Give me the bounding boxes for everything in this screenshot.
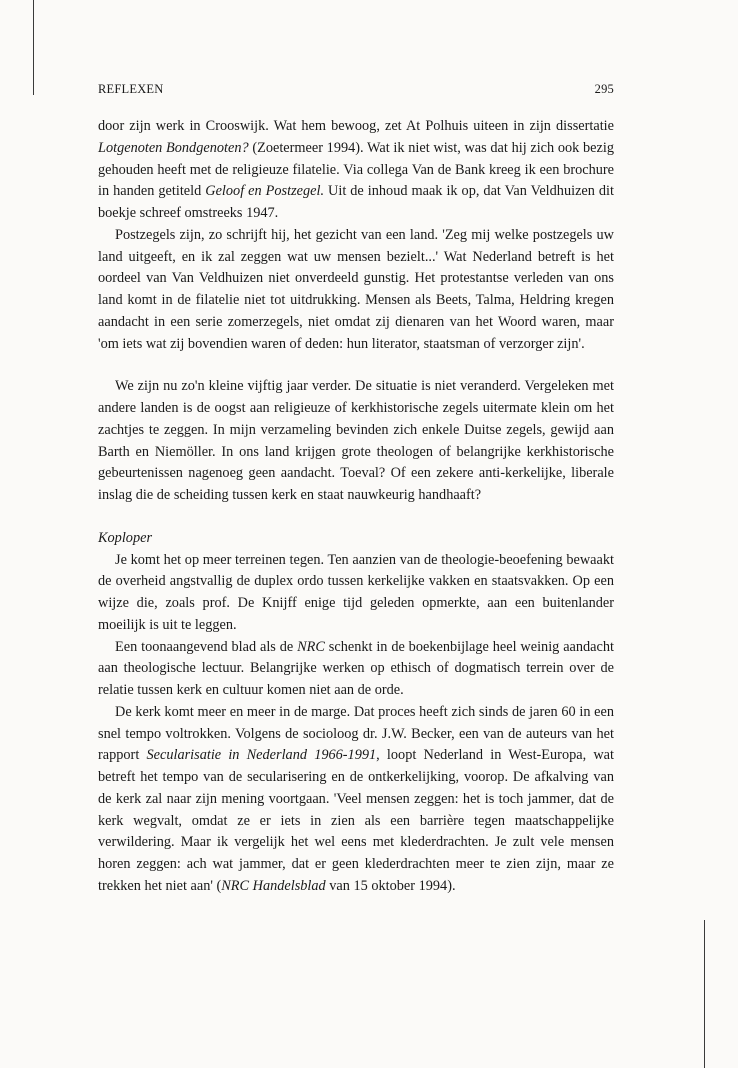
- text-segment: schenkt in de boekenbijlage heel weinig aandacht aan theologische lectuur. Belangrijke werken op ethisch of dogmatisch terrein over de relatie tussen kerk en cultuur komen niet aan de orde.: [98, 638, 614, 698]
- text-segment: , loopt Nederland in West-Europa, wat betreft het tempo van de secularisering en de ontkerkelijking, voorop. De afkalving van de kerk zal naar zijn mening voortgaan. 'Veel mensen zeggen: het is toch jammer, dat de kerk wegvalt, omdat ze er iets in zien als een barrière tegen maatschappelijke verwildering. Maar ik vergelijk het wel eens met klederdrachten. Je zult vele mensen horen zeggen: ach wat jammer, dat er geen klederdrachten meer te zien zijn, maar ze trekken het niet aan' (: [98, 747, 615, 894]
- paragraph-continued: [98, 116, 614, 225]
- paragraph-nrc: [98, 637, 614, 702]
- text-segment: Postzegels zijn, zo schrijft hij, het gezicht van een land. 'Zeg mij welke postzegels uw land uitgeeft, en ik zal zeggen wat uw mensen bezielt...' Wat Nederland betreft is het oordeel van Van Veldhuizen niet onverdeeld gunstig. Het protestantse verleden van ons land komt in de filatelie niet tot uitdrukking. Mensen als Beets, Talma, Heldring kregen aandacht in een serie zomerzegels, niet omdat zij dienaren van het Woord waren, maar 'om iets wat zij bovendien waren of deden: hun literator, staatsman of verzorger zijn'.: [98, 226, 614, 352]
- italic-text-segment: Geloof en Postzegel.: [205, 183, 325, 200]
- text-segment: van 15 oktober 1994).: [325, 877, 456, 894]
- scan-edge-line-left: [33, 0, 34, 95]
- running-head-title: REFLEXEN: [98, 82, 164, 96]
- text-segment: door zijn werk in Crooswijk. Wat hem bewoog, zet At Polhuis uiteen in zijn dissertatie: [98, 118, 614, 134]
- italic-text-segment: NRC Handelsblad: [221, 877, 326, 894]
- paragraph-marge: [98, 702, 614, 898]
- italic-text-segment: Lotgenoten Bondgenoten?: [98, 139, 249, 156]
- page-number: 295: [594, 82, 614, 96]
- running-head: [98, 82, 614, 97]
- text-segment: De kerk komt meer en meer in de marge. Dat proces heeft zich sinds de jaren 60 in een snel tempo voltrokken. Volgens de socioloog dr. J.W. Becker, een van de auteurs van het rapport: [98, 703, 614, 764]
- scan-edge-line-right: [704, 920, 705, 1068]
- text-segment: Een toonaangevend blad als de: [115, 638, 298, 655]
- italic-text-segment: Secularisatie in Nederland 1966-1991: [146, 747, 377, 764]
- text-segment: We zijn nu zo'n kleine vijftig jaar verder. De situatie is niet veranderd. Vergeleken met andere landen is de oogst aan religieuze of kerkhistorische zegels uitermate klein om het zachtjes te zeggen. In mijn verzameling bevinden zich enkele Duitse zegels, gewijd aan Barth en Niemöller. In ons land krijgen grote theologen of belangrijke kerkhistorische gebeurtenissen nagenoeg geen aandacht. Toeval? Of een zekere anti-kerkelijke, liberale inslag die de scheiding tussen kerk en staat nauwkeurig handhaaft?: [98, 378, 614, 503]
- text-segment: (Zoetermeer 1994). Wat ik niet wist, was dat hij zich ook bezig gehouden heeft met de religieuze filatelie. Via collega Van de Bank kreeg ik een brochure in handen getiteld: [98, 139, 614, 200]
- italic-text-segment: NRC: [297, 638, 325, 655]
- paragraph-terreinen: [98, 550, 614, 637]
- text-segment: Uit de inhoud maak ik op, dat Van Veldhuizen dit boekje schreef omstreeks 1947.: [98, 183, 614, 221]
- section-heading: Koploper: [98, 529, 153, 546]
- body-text: [98, 116, 614, 898]
- paragraph-vijftig-jaar: [98, 376, 614, 507]
- paragraph-postzegels: [98, 225, 614, 356]
- text-segment: Je komt het op meer terreinen tegen. Ten aanzien van de theologie-beoefening bewaakt de overheid angstvallig de duplex ordo tussen kerkelijke vakken en staatsvakken. Op een wijze die, zoals prof. De Knijff enige tijd geleden opmerkte, aan een buitenlander moeilijk is uit te leggen.: [98, 551, 614, 633]
